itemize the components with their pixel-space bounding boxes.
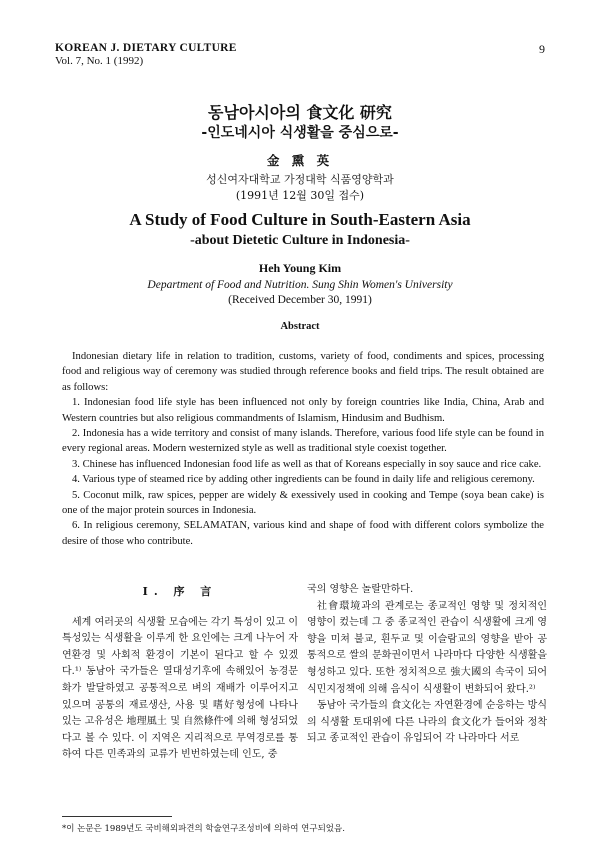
journal-header [55, 42, 237, 67]
abstract-item: 1. Indonesian food life style has been influenced not only by foreign countries like India, China, Arab and Western countries but also religious commandments of Islamism, Hindusim and Budhism. [62, 397, 544, 424]
korean-title: 동남아시아의 食文化 研究 [208, 103, 392, 122]
body-column-right [307, 582, 547, 748]
page-number: 9 [539, 42, 545, 56]
english-title: A Study of Food Culture in South-Eastern Asia [129, 210, 471, 229]
abstract-intro: Indonesian dietary life in relation to tradition, customs, variety of food, condiments and spices, processing food and religious way of ceremony was studied through reference books and field trips. The result obtained are as follows: [62, 351, 544, 393]
korean-affiliation: 성신여자대학교 가정대학 식품영양학과 [206, 173, 394, 186]
footnote: *이 논문은 1989년도 국비해외파견의 학술연구조성비에 의하여 연구되었음. [62, 824, 345, 834]
body-paragraph: 세계 여러곳의 식생활 모습에는 각기 특성이 있고 이 특성있는 식생활을 이루게 한 요인에는 크게 나누어 자연환경 및 사회적 환경이 기본이 된다고 할 수 있겠다.¹⁾ 동남아 국가들은 열대성기후에 속해있어 농경문화가 발달하였고 공통적으로 벼의 재배가 이루어지고 있으며 공통의 재료생산, 사용 및 嗜好형성에 나타나 있는 고유성은 地理風土 및 自然條件에 의해 형성되었다고 볼 수 있다. 이 지역은 지리적으로 무역경로를 통하여 다른 민족과의 교류가 빈번하였는데 인도, 중 [62, 616, 298, 761]
abstract-item: 6. In religious ceremony, SELAMATAN, various kind and shape of food with different colors symbolize the desire of those who contribute. [62, 520, 544, 547]
body-column-left [62, 582, 298, 764]
abstract-item: 2. Indonesia has a wide territory and consist of many islands. Therefore, various food life style can be found in every regional areas. Modern westernized style as well as traditional style coexist together. [62, 428, 544, 455]
journal-name: KOREAN J. DIETARY CULTURE [55, 42, 237, 54]
korean-author: 金 熏 英 [266, 153, 334, 168]
korean-subtitle: -인도네시아 식생활을 중심으로- [201, 125, 399, 141]
english-author: Heh Young Kim [258, 261, 342, 275]
korean-received-date: (1991년 12월 30일 접수) [235, 189, 365, 202]
body-paragraph: 동남아 국가들의 食文化는 자연환경에 순응하는 방식의 식생활 토대위에 다른 나라의 食文化가 들어와 정착되고 종교적인 관습이 유입되어 각 나라마다 서로 [307, 700, 547, 745]
abstract-item: 5. Coconut milk, raw spices, pepper are widely & exessively used in cooking and Tempe (soya bean cake) is one of the major protein sources in Indonesia. [62, 489, 544, 517]
footnote-rule [62, 816, 172, 817]
body-paragraph: 社會環境과의 관계로는 종교적인 영향 및 정치적인 영향이 컸는데 그 중 종교적인 관습이 식생활에 크게 영향을 미쳐 불교, 흰두교 및 이슬람교의 영향을 받아 공통적으로 쌀의 문화권이면서 나라마다 다양한 식생활을 형성하고 있다. 또한 정치적으로 強大國의 속국이 되어 식민지정책에 의해 음식이 식생활이 변화되어 왔다.²⁾ [307, 600, 547, 695]
english-received-date: (Received December 30, 1991) [228, 294, 372, 306]
english-affiliation: Department of Food and Nutrition. Sung Shin Women's University [147, 279, 453, 291]
journal-volume: Vol. 7, No. 1 (1992) [55, 55, 144, 67]
abstract-item: 4. Various type of steamed rice by adding other ingredients can be found in daily life and religious ceremony. [72, 474, 535, 486]
abstract-heading: Abstract [280, 321, 320, 332]
abstract-body [62, 349, 544, 549]
english-subtitle: -about Dietetic Culture in Indonesia- [190, 233, 410, 248]
body-paragraph: 국의 영향은 놀랄만하다. [307, 584, 414, 595]
section-heading: I. 序 言 [142, 585, 218, 598]
abstract-item: 3. Chinese has influenced Indonesian food life as well as that of Koreans especially in soy sauce and rice cake. [72, 458, 542, 470]
